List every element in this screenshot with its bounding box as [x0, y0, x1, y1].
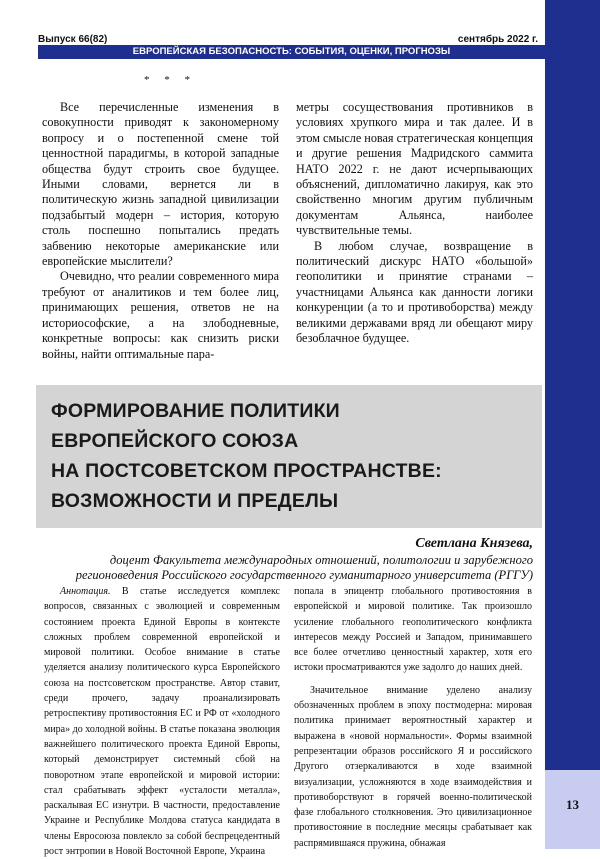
author-name: Светлана Князева,: [415, 536, 533, 551]
issue-date: сентябрь 2022 г.: [457, 34, 538, 45]
paragraph: Значительное внимание уделено анализу обозначенных проблем в эпоху постмодерна: мировая политика принимает вероятностный характер и выражена в «новой нормальности». Формы взаимной репрезентации образов российского Я и российского Другого отзеркаливаются в ходе взаимной визуализации, усложняются в ходе взаимодействия и противоборствуют в горячей военно-политической фазе глобального столкновения. Это цивилизационное противостояние в последние месяцы срабатывает как распрямившаяся пружина, обнажая: [294, 684, 532, 849]
annotation-column-2: [294, 584, 532, 851]
annotation-label: Аннотация.: [60, 586, 111, 597]
section-separator: * * *: [144, 74, 196, 86]
side-bar-dark: [545, 0, 600, 770]
paragraph: В любом случае, возвращение в политический дискурс НАТО «большой» геополитики и принятие странами – участницами Альянса как данности логики конкуренции (а то и противоборства) между великими державами вряд ли обещают миру безоблачное будущее.: [296, 238, 533, 346]
author-affiliation: доцент Факультета международных отношений, политологии и зарубежного регионоведения Российского государственного гуманитарного университета (РГГУ): [75, 553, 533, 582]
paragraph: Все перечисленные изменения в совокупности приводят к закономерному вопросу и о постепенной смене той ценностной парадигмы, в которой западные общества будут строить свое будущее. Иными словами, вернется ли в политическую жизнь западной цивилизации подзабытый модерн – история, которую столь поспешно попытались предать забвению некоторые американские или европейские мыслители?: [42, 100, 279, 269]
side-accent-bar: [545, 0, 600, 849]
prev-article-column-1: [42, 100, 279, 362]
paragraph: Очевидно, что реалии современного мира требуют от аналитиков и тем более лиц, принимающих решения, ответов не на историософские, а на злободневные, конкретные вопросы: как снизить риски войны, найти оптимальные пара-: [42, 269, 279, 361]
article-title-line: ВОЗМОЖНОСТИ И ПРЕДЕЛЫ: [51, 490, 339, 512]
page-number: 13: [566, 797, 579, 812]
annotation-column-1: [44, 584, 280, 859]
paragraph: попала в эпицентр глобального противостояния в европейской и мировой политике. Так произошло усиление глобального геополитического конфликта интересов между Россией и Западом, принимавшего все более отчетливо ценностный характер, хотя его истоки просматриваются уже задолго до наших дней.: [294, 586, 532, 674]
section-band: ЕВРОПЕЙСКАЯ БЕЗОПАСНОСТЬ: СОБЫТИЯ, ОЦЕНКИ, ПРОГНОЗЫ: [38, 45, 545, 59]
annotation-text: В статье исследуется комплекс вопросов, связанных с эволюцией и современным состоянием проекта Единой Европы в контексте сложных проблем современной европейской и мировой политики. Особое внимание в статье уделяется анализу политического курса Европейского союза на постсоветском пространстве. Автор ставит, среди прочего, задачу проанализировать ретроспективу противостояния ЕС и РФ от «холодного мира» до холодной войны. В статье показана эволюция важнейшего политического проекта Единой Европы, который демонстрирует системный сбой на поворотном этапе европейской и мировой истории: стал срабатывать эффект «усталости металла», раскалывая ЕС изнутри. В частности, предоставление Украине и Республике Молдова статуса кандидата в члены Евросоюза повлекло за собой беспрецедентный рост энтропии в Новой Восточной Европе, Украина: [44, 586, 280, 858]
article-title-box: [36, 385, 542, 528]
issue-number: Выпуск 66(82): [38, 34, 108, 45]
prev-article-column-2: [296, 100, 533, 347]
article-title-line: ЕВРОПЕЙСКОГО СОЮЗА: [51, 430, 299, 452]
article-title-line: ФОРМИРОВАНИЕ ПОЛИТИКИ: [51, 400, 340, 422]
annotation-paragraph: [44, 584, 280, 859]
paragraph: метры сосуществования противников в условиях хрупкого мира и так далее. И в этом смысле новая стратегическая концепция и другие решения Мадридского саммита НАТО 2022 г. не дают исчерпывающих объяснений, дипломатично лакируя, как это свойственно многим другим публичным документам Альянса, наиболее чувствительные темы.: [296, 100, 533, 238]
article-title-line: НА ПОСТСОВЕТСКОМ ПРОСТРАНСТВЕ:: [51, 460, 442, 482]
